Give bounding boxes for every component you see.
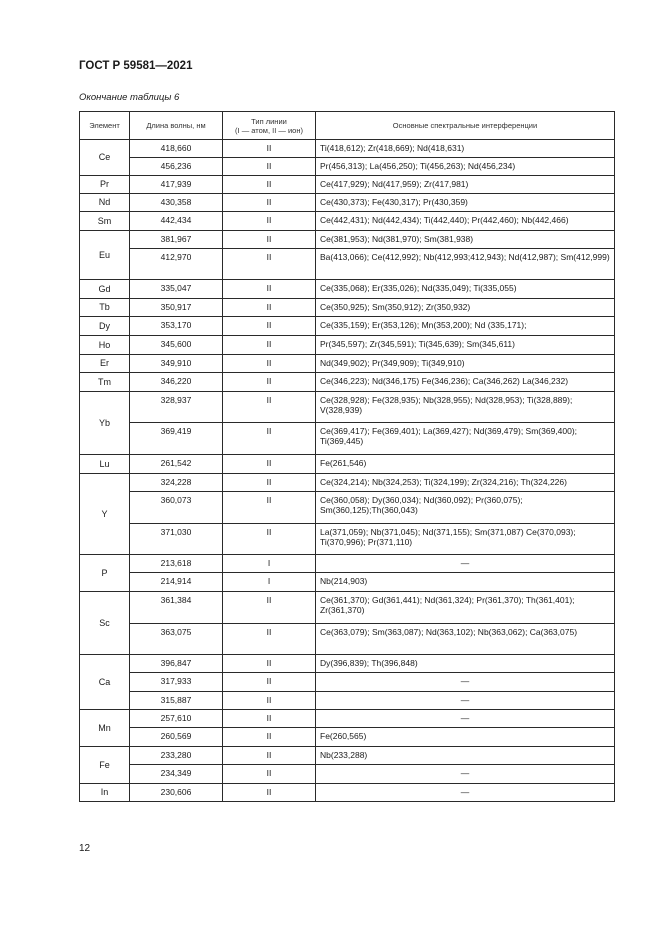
line-type-cell: II — [223, 765, 316, 784]
wavelength-cell: 328,937 — [130, 392, 223, 423]
table-row — [80, 592, 615, 624]
wavelength-cell: 369,419 — [130, 423, 223, 455]
element-cell: Ce — [80, 140, 130, 176]
table-row — [80, 655, 615, 673]
line-type-cell: II — [223, 655, 316, 673]
line-type-cell: II — [223, 317, 316, 336]
table-row — [80, 555, 615, 573]
line-type-cell: II — [223, 624, 316, 655]
element-cell: Sm — [80, 212, 130, 231]
table-row — [80, 747, 615, 765]
document-standard-id: ГОСТ Р 59581—2021 — [79, 60, 193, 72]
wavelength-cell: 257,610 — [130, 710, 223, 728]
wavelength-cell: 317,933 — [130, 673, 223, 692]
table-row — [80, 176, 615, 194]
table-row — [80, 373, 615, 392]
interference-cell: Ce(350,925); Sm(350,912); Zr(350,932) — [316, 299, 615, 317]
table-row — [80, 194, 615, 212]
interference-cell: — — [316, 673, 615, 692]
interference-cell: Ce(381,953); Nd(381,970); Sm(381,938) — [316, 231, 615, 249]
wavelength-cell: 353,170 — [130, 317, 223, 336]
element-cell: Lu — [80, 455, 130, 474]
interference-cell: — — [316, 710, 615, 728]
interference-cell: Fe(260,565) — [316, 728, 615, 747]
line-type-legend: (I — атом, II — ион) — [235, 125, 303, 135]
element-cell: Pr — [80, 176, 130, 194]
wavelength-cell: 363,075 — [130, 624, 223, 655]
element-cell: Fe — [80, 747, 130, 784]
table-row — [80, 317, 615, 336]
interference-cell: Nb(233,288) — [316, 747, 615, 765]
table-row — [80, 231, 615, 249]
table-row — [80, 784, 615, 802]
wavelength-cell: 335,047 — [130, 280, 223, 299]
col-header-interferences: Основные спектральные интерференции — [316, 112, 615, 140]
wavelength-cell: 371,030 — [130, 524, 223, 555]
interference-table — [79, 111, 615, 802]
wavelength-cell: 456,236 — [130, 158, 223, 176]
interference-cell: Nb(214,903) — [316, 573, 615, 592]
interference-cell: Nd(349,902); Pr(349,909); Ti(349,910) — [316, 355, 615, 373]
element-cell: Ho — [80, 336, 130, 355]
table-row — [80, 212, 615, 231]
table-row — [80, 455, 615, 474]
line-type-cell: II — [223, 392, 316, 423]
interference-cell: Ce(417,929); Nd(417,959); Zr(417,981) — [316, 176, 615, 194]
table-row — [80, 624, 615, 655]
wavelength-cell: 230,606 — [130, 784, 223, 802]
wavelength-cell: 213,618 — [130, 555, 223, 573]
interference-cell: Dy(396,839); Th(396,848) — [316, 655, 615, 673]
element-cell: In — [80, 784, 130, 802]
wavelength-cell: 418,660 — [130, 140, 223, 158]
wavelength-cell: 214,914 — [130, 573, 223, 592]
line-type-cell: II — [223, 212, 316, 231]
line-type-cell: II — [223, 524, 316, 555]
interference-cell: Pr(456,313); La(456,250); Ti(456,263); Nd(456,234) — [316, 158, 615, 176]
table-row — [80, 573, 615, 592]
table-header-row — [80, 112, 615, 140]
line-type-cell: II — [223, 673, 316, 692]
element-cell: Mn — [80, 710, 130, 747]
line-type-cell: II — [223, 492, 316, 524]
wavelength-cell: 412,970 — [130, 249, 223, 280]
wavelength-cell: 349,910 — [130, 355, 223, 373]
wavelength-cell: 346,220 — [130, 373, 223, 392]
element-cell: Eu — [80, 231, 130, 280]
element-cell: Tm — [80, 373, 130, 392]
line-type-cell: II — [223, 747, 316, 765]
wavelength-cell: 234,349 — [130, 765, 223, 784]
table-body — [80, 140, 615, 802]
line-type-cell: I — [223, 555, 316, 573]
wavelength-cell: 361,384 — [130, 592, 223, 624]
line-type-cell: II — [223, 194, 316, 212]
interference-cell: — — [316, 692, 615, 710]
table-row — [80, 423, 615, 455]
interference-cell: Ce(346,223); Nd(346,175) Fe(346,236); Ca(346,262) La(346,232) — [316, 373, 615, 392]
line-type-cell: II — [223, 231, 316, 249]
interference-cell: Fe(261,546) — [316, 455, 615, 474]
interference-cell: Ba(413,066); Ce(412,992); Nb(412,993;412,943); Nd(412,987); Sm(412,999) — [316, 249, 615, 280]
wavelength-cell: 345,600 — [130, 336, 223, 355]
line-type-cell: II — [223, 784, 316, 802]
interference-cell: — — [316, 555, 615, 573]
table-row — [80, 158, 615, 176]
element-cell: P — [80, 555, 130, 592]
table-row — [80, 299, 615, 317]
wavelength-cell: 324,228 — [130, 474, 223, 492]
col-header-line-type — [223, 112, 316, 140]
line-type-cell: II — [223, 140, 316, 158]
wavelength-cell: 430,358 — [130, 194, 223, 212]
interference-cell: — — [316, 765, 615, 784]
element-cell: Dy — [80, 317, 130, 336]
interference-cell: — — [316, 784, 615, 802]
table-row — [80, 492, 615, 524]
element-cell: Y — [80, 474, 130, 555]
line-type-cell: II — [223, 692, 316, 710]
interference-cell: Ce(369,417); Fe(369,401); La(369,427); Nd(369,479); Sm(369,400); Ti(369,445) — [316, 423, 615, 455]
table-row — [80, 280, 615, 299]
element-cell: Nd — [80, 194, 130, 212]
table-row — [80, 474, 615, 492]
interference-cell: Ce(360,058); Dy(360,034); Nd(360,092); Pr(360,075); Sm(360,125);Th(360,043) — [316, 492, 615, 524]
line-type-title: Тип линии — [251, 116, 287, 126]
interference-cell: Ce(335,159); Er(353,126); Mn(353,200); Nd (335,171); — [316, 317, 615, 336]
interference-cell: Ce(430,373); Fe(430,317); Pr(430,359) — [316, 194, 615, 212]
element-cell: Ca — [80, 655, 130, 710]
line-type-cell: II — [223, 158, 316, 176]
table-row — [80, 355, 615, 373]
interference-cell: Ce(324,214); Nb(324,253); Ti(324,199); Zr(324,216); Th(324,226) — [316, 474, 615, 492]
line-type-cell: II — [223, 299, 316, 317]
interference-cell: Ce(328,928); Fe(328,935); Nb(328,955); Nd(328,953); Ti(328,889); V(328,939) — [316, 392, 615, 423]
interference-cell: Ce(361,370); Gd(361,441); Nd(361,324); Pr(361,370); Th(361,401); Zr(361,370) — [316, 592, 615, 624]
table-row — [80, 249, 615, 280]
line-type-cell: II — [223, 249, 316, 280]
wavelength-cell: 261,542 — [130, 455, 223, 474]
line-type-cell: II — [223, 728, 316, 747]
wavelength-cell: 396,847 — [130, 655, 223, 673]
line-type-cell: II — [223, 373, 316, 392]
line-type-cell: II — [223, 336, 316, 355]
line-type-cell: II — [223, 280, 316, 299]
col-header-wavelength: Длина волны, нм — [130, 112, 223, 140]
line-type-cell: II — [223, 423, 316, 455]
line-type-cell: II — [223, 455, 316, 474]
wavelength-cell: 315,887 — [130, 692, 223, 710]
line-type-cell: II — [223, 592, 316, 624]
wavelength-cell: 260,569 — [130, 728, 223, 747]
line-type-cell: II — [223, 355, 316, 373]
wavelength-cell: 381,967 — [130, 231, 223, 249]
page-number: 12 — [79, 843, 91, 854]
element-cell: Gd — [80, 280, 130, 299]
table-row — [80, 140, 615, 158]
line-type-cell: I — [223, 573, 316, 592]
table-row — [80, 765, 615, 784]
wavelength-cell: 442,434 — [130, 212, 223, 231]
table-row — [80, 673, 615, 692]
element-cell: Er — [80, 355, 130, 373]
interference-cell: Pr(345,597); Zr(345,591); Ti(345,639); Sm(345,611) — [316, 336, 615, 355]
line-type-cell: II — [223, 474, 316, 492]
table-caption: Окончание таблицы 6 — [79, 92, 180, 103]
table-row — [80, 710, 615, 728]
wavelength-cell: 360,073 — [130, 492, 223, 524]
wavelength-cell: 233,280 — [130, 747, 223, 765]
line-type-cell: II — [223, 710, 316, 728]
element-cell: Sc — [80, 592, 130, 655]
table-row — [80, 524, 615, 555]
table-row — [80, 392, 615, 423]
table-row — [80, 728, 615, 747]
element-cell: Yb — [80, 392, 130, 455]
interference-cell: Ce(335,068); Er(335,026); Nd(335,049); Ti(335,055) — [316, 280, 615, 299]
table-row — [80, 336, 615, 355]
element-cell: Tb — [80, 299, 130, 317]
table-row — [80, 692, 615, 710]
interference-cell: La(371,059); Nb(371,045); Nd(371,155); Sm(371,087) Ce(370,093); Ti(370,996); Pr(371,110) — [316, 524, 615, 555]
line-type-cell: II — [223, 176, 316, 194]
col-header-element: Элемент — [80, 112, 130, 140]
interference-cell: Ce(363,079); Sm(363,087); Nd(363,102); Nb(363,062); Ca(363,075) — [316, 624, 615, 655]
interference-cell: Ti(418,612); Zr(418,669); Nd(418,631) — [316, 140, 615, 158]
wavelength-cell: 350,917 — [130, 299, 223, 317]
wavelength-cell: 417,939 — [130, 176, 223, 194]
interference-cell: Ce(442,431); Nd(442,434); Ti(442,440); Pr(442,460); Nb(442,466) — [316, 212, 615, 231]
